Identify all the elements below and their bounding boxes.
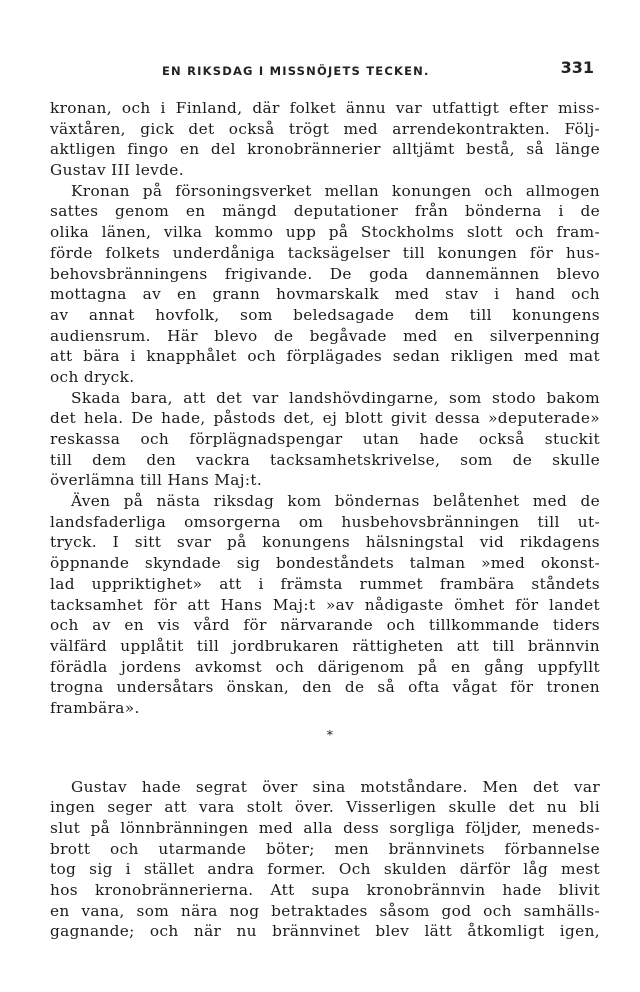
text-line: välfärd upplåtit till jordbrukaren rättigheten att till brännvin [50,636,600,655]
text-line: behovsbränningens frigivande. De goda dannemännen blevo [50,264,600,283]
text-line: tog sig i stället andra former. Och skulden därför låg mest [50,860,600,879]
text-line: frambära». [50,698,140,717]
page-number: 331 [560,58,594,77]
text-line: att bära i knapphålet och förplägades sedan rikligen med mat [50,347,600,366]
text-line: växtåren, gick det också trögt med arrendekontrakten. Följ- [50,119,600,138]
text-line: Även på nästa riksdag kom böndernas belåtenhet med de [71,492,600,511]
text-line: av annat hovfolk, som beledsagade dem till konungens [50,305,600,324]
text-line: och av en vis vård för närvarande och tillkommande tiders [50,616,600,635]
text-line: kronan, och i Finland, där folket ännu var utfattigt efter miss- [50,99,600,117]
text-line: hos kronobrännerierna. Att supa kronobrännvin hade blivit [50,881,600,900]
text-line: slut på lönnbränningen med alla dess sorgliga följder, meneds- [50,819,600,837]
body-text [50,98,600,942]
text-line: Gustav III levde. [50,161,184,180]
text-line: brott och utarmande böter; men brännvinets förbannelse [50,839,600,858]
text-line: ingen seger att vara stolt över. Visserligen skulle det nu bli [50,798,600,817]
section-separator: * [326,727,334,742]
text-line: överlämna till Hans Maj:t. [50,471,263,490]
text-line: det hela. De hade, påstods det, ej blott givit dessa »deputerade» [50,409,600,428]
running-head: EN RIKSDAG I MISSNÖJETS TECKEN. [162,64,430,78]
text-line: Kronan på försoningsverket mellan konungen och allmogen [71,181,600,200]
text-line: olika länen, vilka kommo upp på Stockholms slott och fram- [50,223,600,242]
text-line: Gustav hade segrat över sina motståndare. Men det var [71,777,600,796]
text-line: reskassa och förplägnadspengar utan hade också stuckit [50,430,600,448]
section-gap [50,749,600,777]
text-line: en vana, som nära nog betraktades såsom god och samhälls- [50,901,600,920]
text-line: lad uppriktighet» att i främsta rummet frambära ståndets [50,574,600,593]
text-line: aktligen fingo en del kronobrännerier alltjämt bestå, så länge [50,140,600,159]
text-line: förde folkets underdåniga tacksägelser till konungen för hus- [50,243,600,262]
text-line: förädla jordens avkomst och därigenom på en gång uppfyllt [50,657,600,676]
text-line: och dryck. [50,367,135,386]
text-line: trogna undersåtars önskan, den de så ofta vågat för tronen [50,678,600,697]
page-header [50,56,600,88]
text-line: till dem den vackra tacksamhetskrivelse, som de skulle [50,450,600,469]
text-line: sattes genom en mängd deputationer från bönderna i de [50,202,600,221]
book-page [50,56,600,942]
text-line: tryck. I sitt svar på konungens hälsningstal vid rikdagens [50,533,600,552]
text-line: mottagna av en grann hovmarskalk med stav i hand och [50,285,600,304]
text-line: öppnande skyndade sig bondeståndets talman »med okonst- [50,554,600,573]
text-line: Skada bara, att det var landshövdingarne, som stodo bakom [71,388,600,407]
text-line: gagnande; och när nu brännvinet blev lätt åtkomligt igen, [50,922,600,941]
text-line: landsfaderliga omsorgerna om husbehovsbränningen till ut- [50,512,600,531]
text-line: tacksamhet för att Hans Maj:t »av nådigaste ömhet för landet [50,595,600,614]
text-line: audiensrum. Här blevo de begåvade med en silverpenning [50,326,600,345]
